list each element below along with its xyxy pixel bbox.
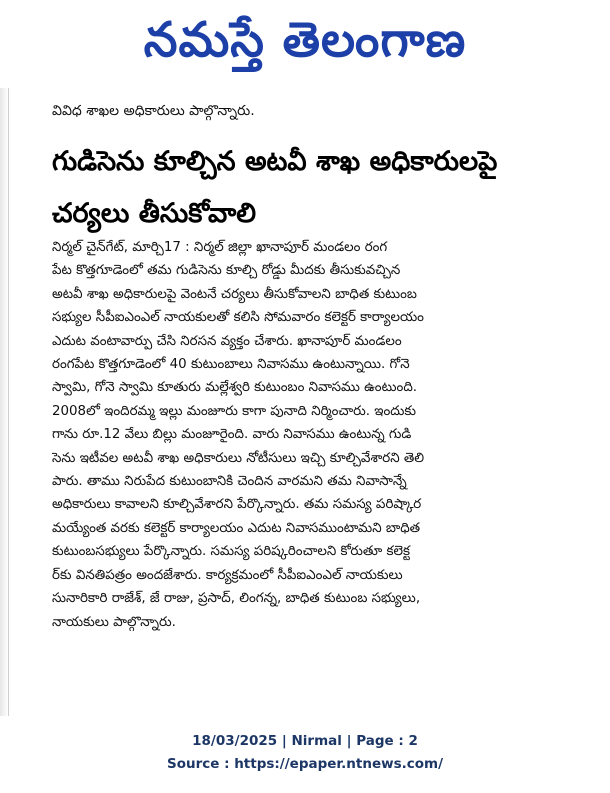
body-line: ఎదుట వంటావార్పు చేసి నిరసన వ్యక్తం చేశారు. ఖానాపూర్ మండలం: [52, 333, 402, 349]
body-line: అటవీ శాఖ అధికారులపై వెంటనే చర్యలు తీసుకోవాలని బాధిత కుటుంబ: [52, 286, 417, 302]
body-line: గాను రూ.12 వేలు బిల్లు మంజూరైంది. వారు నివాసము ఉంటున్న గుడి: [52, 427, 412, 443]
body-line: రంగపేట కొత్తగూడెంలో 40 కుటుంబాలు నివాసము ఉంటున్నాయి. గోనె: [52, 357, 410, 373]
previous-article-line: వివిధ శాఖల అధికారులు పాల్గొన్నారు.: [52, 103, 255, 119]
body-line: మయ్యేంత వరకు కలెక్టర్ కార్యాలయం ఎదుట నివాసముంటామని బాధిత: [52, 520, 421, 536]
body-line: సభ్యుల సీపీఐఎంఎల్ నాయకులతో కలిసి సోమవారం కలెక్టర్ కార్యాలయం: [52, 310, 424, 326]
article-headline: [52, 136, 592, 240]
body-line: స్వామి, గోనె స్వామి కూతురు మల్లేశ్వరి కుటుంబం నివాసము ఉంటుంది.: [52, 380, 418, 396]
clipping-shadow: [0, 88, 8, 716]
body-line: కుటుంబసభ్యులు పేర్కొన్నారు. సమస్య పరిష్కరించాలని కోరుతూ కలెక్ట: [52, 544, 410, 560]
article-body: [52, 236, 597, 634]
headline-line: గుడిసెను కూల్చిన అటవీ శాఖ అధికారులపై: [52, 146, 498, 177]
body-line: అధికారులు కావాలని కూల్చివేశారని పేర్కొన్నారు. తమ సమస్య పరిష్కార: [52, 497, 422, 513]
headline-line: చర్యలు తీసుకోవాలి: [52, 198, 257, 229]
body-line: పారు. తాము నిరుపేద కుటుంబానికి చెందిన వారమని తమ నివాసాన్నే: [52, 474, 407, 490]
masthead-title: నమస్తే తెలంగాణ: [143, 12, 467, 68]
source-footer: [0, 730, 610, 776]
body-line: సెను ఇటీవల అటవీ శాఖ అధికారులు నోటీసులు ఇచ్చి కూల్చివేశారని తెలి: [52, 450, 425, 466]
body-line: 2008లో ఇందిరమ్మ ఇల్లు మంజూరు కాగా పునాది నిర్మించారు. ఇందుకు: [52, 403, 416, 419]
body-line: సునారికారి రాజేశ్, జే రాజు, ప్రసాద్, లింగన్న, బాధిత కుటుంబ సభ్యులు,: [52, 591, 421, 607]
body-line: పేట కొత్తగూడెంలో తమ గుడిసెను కూల్చి రోడ్డు మీదకు తీసుకువచ్చిన: [52, 263, 401, 279]
source-link[interactable]: Source : https://epaper.ntnews.com/: [166, 756, 444, 772]
body-line: నాయకులు పాల్గొన్నారు.: [52, 614, 176, 630]
edition-info: 18/03/2025 | Nirmal | Page : 2: [192, 733, 418, 749]
body-line: నిర్మల్ చైన్‌గేట్, మార్చి17 : నిర్మల్ జిల్లా ఖానాపూర్ మండలం రంగ: [52, 240, 388, 255]
masthead: [0, 0, 610, 80]
body-line: ర్‌కు వినతిపత్రం అందజేశారు. కార్యక్రమంలో సీపీఐఎంఎల్ నాయకులు: [52, 567, 403, 583]
